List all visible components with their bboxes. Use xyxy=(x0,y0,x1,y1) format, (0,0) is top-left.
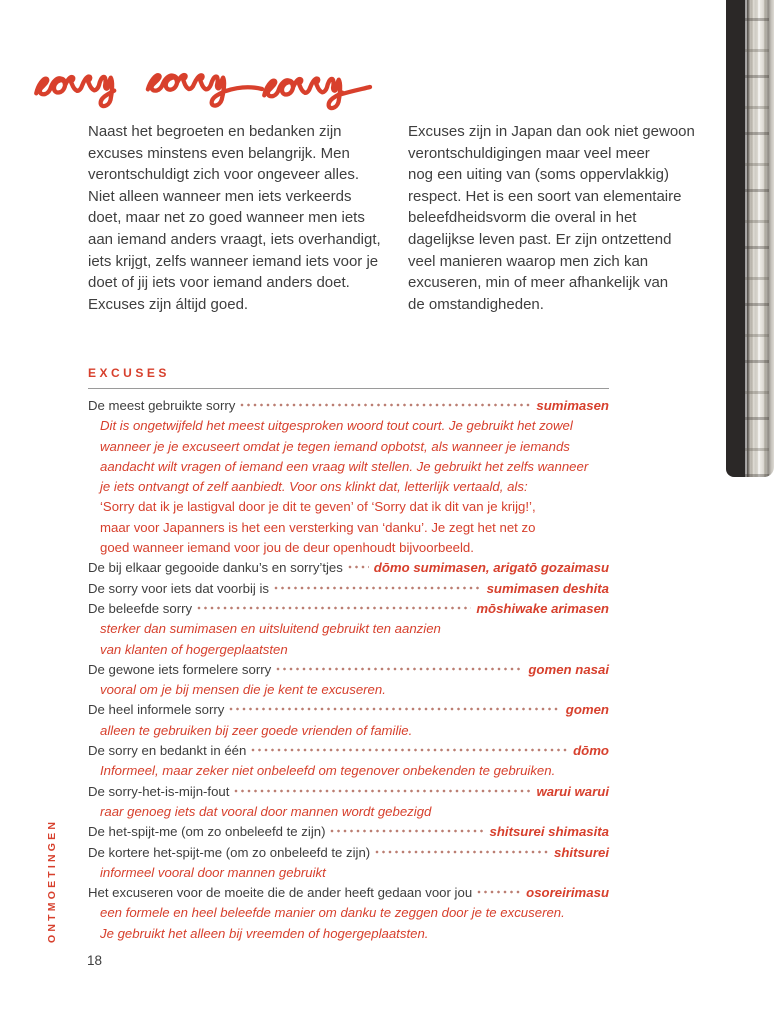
intro-line: Excuses zijn áltijd goed. xyxy=(88,295,249,313)
excuse-note: goed wanneer iemand voor jou de deur openhoudt bijvoorbeeld. xyxy=(100,540,474,556)
photo-edge-streaks xyxy=(745,0,769,477)
excuse-term-japanese: gomen xyxy=(565,702,609,718)
intro-line: iets krijgt, zelfs wanneer iemand iets voor je xyxy=(88,252,379,270)
excuse-note: aandacht wilt vragen of iemand een vraag wilt stellen. Je gebruikt het zelfs wanneer xyxy=(100,458,589,474)
intro-line: excuseren, min of meer afhankelijk van xyxy=(408,274,669,292)
excuse-label: De kortere het-spijt-me (om zo onbeleefd te zijn) xyxy=(88,844,371,860)
excuse-label: De sorry-het-is-mijn-fout xyxy=(88,783,230,799)
dotted-leader xyxy=(348,561,369,573)
excuse-note: ‘Sorry dat ik je lastigval door je dit te geven’ of ‘Sorry dat ik dit van je krijg!’, xyxy=(100,499,536,515)
dotted-leader xyxy=(276,663,523,675)
excuse-row xyxy=(88,741,609,761)
excuse-term-japanese: warui warui xyxy=(536,783,609,799)
excuse-row xyxy=(88,396,609,416)
dotted-leader xyxy=(251,744,568,756)
excuse-row xyxy=(88,822,609,842)
dotted-leader xyxy=(375,846,549,858)
intro-line: Naast het begroeten en bedanken zijn xyxy=(88,123,342,140)
excuse-note: Dit is ongetwijfeld het meest uitgesproken woord tout court. Je gebruikt het zowel xyxy=(100,418,573,434)
dotted-leader xyxy=(477,886,521,898)
dotted-leader xyxy=(197,602,471,614)
excuse-label: De sorry voor iets dat voorbij is xyxy=(88,580,270,596)
excuse-row xyxy=(88,579,609,599)
excuses-section xyxy=(88,366,609,944)
excuse-label: De bij elkaar gegooide danku’s en sorry’tjes xyxy=(88,560,343,576)
intro-line: respect. Het is een soort van elementaire xyxy=(408,187,682,205)
excuse-note: Informeel, maar zeker niet onbeleefd om tegenover onbekenden te gebruiken. xyxy=(100,763,556,779)
excuse-term-japanese: shitsurei shimasita xyxy=(489,824,609,840)
intro-line: doet, maar net zo goed wanneer men iets xyxy=(88,209,365,227)
intro-line: verontschuldigingen maar veel meer xyxy=(408,144,650,162)
intro-line: veel manieren waarop men zich kan xyxy=(408,252,649,270)
excuse-row xyxy=(88,782,609,802)
dotted-leader xyxy=(234,785,531,797)
excuse-note: vooral om je bij mensen die je kent te excuseren. xyxy=(100,682,386,698)
excuses-list xyxy=(88,396,609,944)
excuse-term-japanese: gomen nasai xyxy=(528,661,609,677)
excuse-label: De beleefde sorry xyxy=(88,600,193,616)
intro-line: nog een uiting van (soms oppervlakkig) xyxy=(408,166,669,184)
intro-line: aan iemand anders vraagt, iets overhandigt, xyxy=(88,230,381,248)
excuse-row xyxy=(88,558,609,578)
excuse-note: raar genoeg iets dat vooral door mannen wordt gebezigd xyxy=(100,803,432,819)
intro-line: verontschuldigt zich voor ongeveer alles. xyxy=(88,166,359,184)
excuse-row xyxy=(88,843,609,863)
excuse-note: informeel vooral door mannen gebruikt xyxy=(100,864,326,880)
excuse-term-japanese: shitsurei xyxy=(554,844,609,860)
excuse-term-japanese: dōmo sumimasen, arigatō gozaimasu xyxy=(373,560,609,576)
intro-line: Niet alleen wanneer men iets verkeerds xyxy=(88,187,352,205)
intro-line: excuses minstens even belangrijk. Men xyxy=(88,144,350,162)
page-number: 18 xyxy=(87,953,103,968)
excuse-label: De sorry en bedankt in één xyxy=(88,743,247,759)
excuse-label: De heel informele sorry xyxy=(88,702,225,718)
excuse-row xyxy=(88,599,609,619)
intro-paragraph-right xyxy=(408,121,713,315)
intro-paragraph-left xyxy=(88,121,403,315)
excuse-row xyxy=(88,883,609,903)
excuse-note: sterker dan sumimasen en uitsluitend gebruikt ten aanzien xyxy=(100,621,441,637)
excuse-note: alleen te gebruiken bij zeer goede vrienden of familie. xyxy=(100,722,413,738)
excuse-note: wanneer je je excuseert omdat je tegen iemand opbotst, als wanneer je iemands xyxy=(100,438,570,454)
excuse-term-japanese: sumimasen xyxy=(536,398,609,413)
dotted-leader xyxy=(229,703,560,715)
dotted-leader xyxy=(240,399,531,411)
excuse-row xyxy=(88,700,609,720)
excuse-label: Het excuseren voor de moeite die de ander heeft gedaan voor jou xyxy=(88,885,473,901)
excuse-term-japanese: osoreirimasu xyxy=(526,885,609,901)
intro-line: beleefdheidsvorm die overal in het xyxy=(408,209,637,227)
excuse-term-japanese: dōmo xyxy=(573,743,609,759)
excuse-label: De gewone iets formelere sorry xyxy=(88,661,272,677)
page-title xyxy=(0,0,1,1)
title-script-sorry xyxy=(28,50,373,114)
excuse-term-japanese: mōshiwake arimasen xyxy=(476,600,609,616)
section-heading: EXCUSES xyxy=(88,366,170,380)
dotted-leader xyxy=(330,825,484,837)
intro-line: Excuses zijn in Japan dan ook niet gewoon xyxy=(408,123,695,140)
excuse-label: De meest gebruikte sorry xyxy=(88,398,236,413)
excuse-row xyxy=(88,660,609,680)
dotted-leader xyxy=(274,582,482,594)
excuse-note: je iets ontvangt of zelf aanbiedt. Voor ons klinkt dat, letterlijk vertaald, als: xyxy=(100,479,528,495)
facing-page-photo-edge xyxy=(726,0,774,477)
excuse-note: een formele en heel beleefde manier om danku te zeggen door je te excuseren. xyxy=(100,905,565,921)
intro-line: dagelijkse leven past. Er zijn ontzettend xyxy=(408,230,672,248)
excuse-note: Je gebruikt het alleen bij vreemden of hogergeplaatsten. xyxy=(100,925,429,941)
excuse-label: De het-spijt-me (om zo onbeleefd te zijn) xyxy=(88,824,326,840)
section-rule xyxy=(88,388,609,389)
intro-line: de omstandigheden. xyxy=(408,295,544,313)
intro-line: doet of jij iets voor iemand anders doet. xyxy=(88,274,350,292)
excuse-note: maar voor Japanners is het een versterking van ‘danku’. Je zegt het net zo xyxy=(100,519,536,535)
excuse-note: van klanten of hogergeplaatsten xyxy=(100,641,288,657)
excuse-term-japanese: sumimasen deshita xyxy=(486,580,609,596)
chapter-label-vertical: ONTMOETINGEN xyxy=(46,818,58,943)
